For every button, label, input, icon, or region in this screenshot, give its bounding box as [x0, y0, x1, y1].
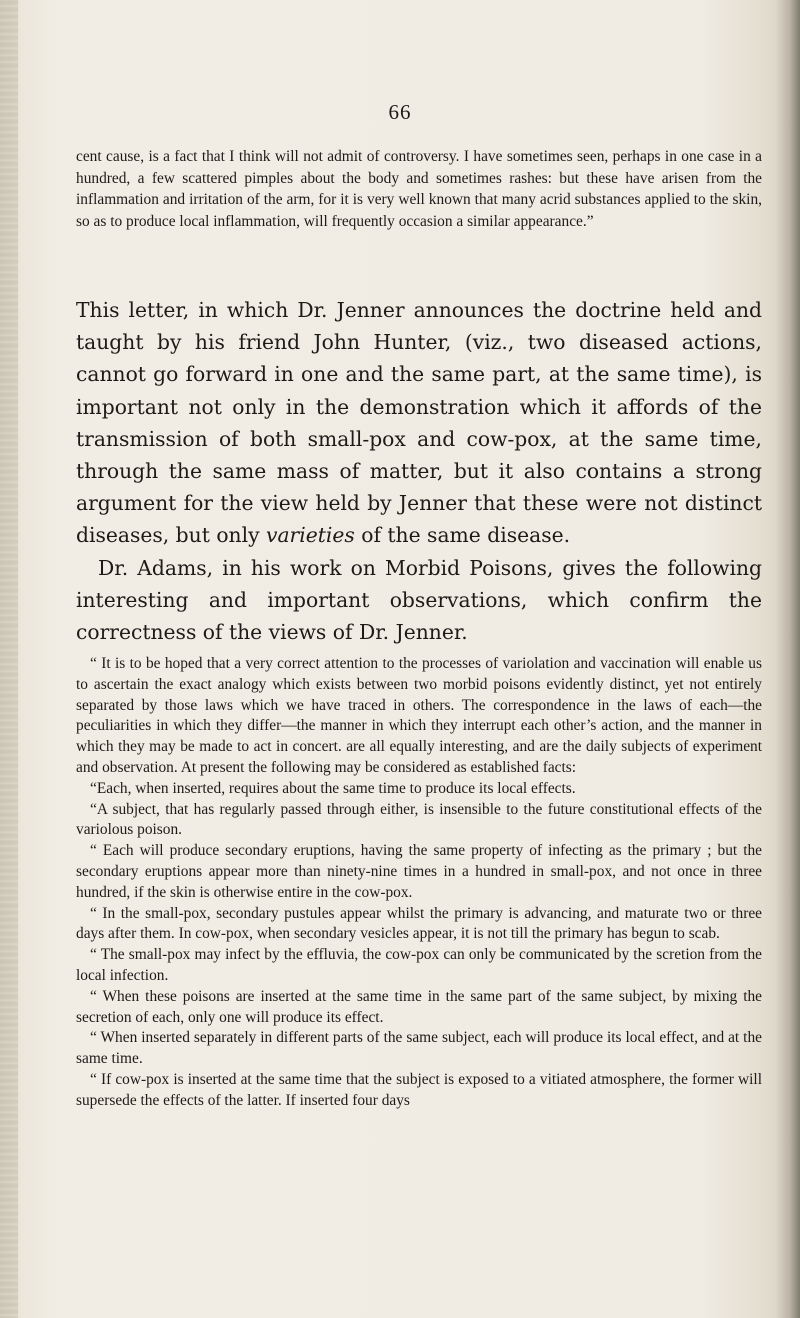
- page-number: 66: [388, 100, 412, 124]
- quote-paragraph: “ The small-pox may infect by the effluvia, the cow-pox can only be communicated by the scretion from the local infection.: [76, 946, 762, 984]
- page-outer-edge: [776, 0, 800, 1318]
- quotation-block: [76, 654, 762, 1112]
- intro-paragraph-block: [76, 146, 762, 232]
- main-paragraph-2: Dr. Adams, in his work on Morbid Poisons, gives the following interesting and important observations, which confirm the correctness of the views of Dr. Jenner.: [76, 555, 762, 645]
- main-text-block: [76, 294, 762, 648]
- main-paragraph-1-text-b: of the same disease.: [354, 523, 571, 548]
- quote-paragraph: “Each, when inserted, requires about the same time to produce its local effects.: [90, 779, 576, 797]
- main-paragraph-1: [76, 294, 762, 552]
- quote-paragraph: “ Each will produce secondary eruptions, having the same property of infecting as the primary ; but the secondary eruptions appear more than ninety-nine times in a hundred in small-pox, and not once in three hundred, if the skin is otherwise entire in the cow-pox.: [76, 842, 762, 901]
- main-paragraph-1-italic: varieties: [266, 523, 355, 548]
- quote-paragraph: “ It is to be hoped that a very correct attention to the processes of variolation and vaccination will enable us to ascertain the exact analogy which exists between two morbid poisons evidently distinct, yet not entirely separated by those laws which we have traced in others. The correspondence in the laws of each—the peculiarities in which they differ—the manner in which they interrupt each other’s action, and the manner in which they may be made to act in concert. are all equally interesting, and are the daily subjects of experiment and observation. At present the following may be considered as established facts:: [76, 655, 762, 776]
- quote-paragraph: “ If cow-pox is inserted at the same time that the subject is exposed to a vitiated atmosphere, the former will supersede the effects of the latter. If inserted four days: [76, 1070, 762, 1109]
- page-binding-edge: [0, 0, 18, 1318]
- quote-paragraph: “ When inserted separately in different parts of the same subject, each will produce its local effect, and at the same time.: [76, 1029, 762, 1068]
- quote-paragraph: “ In the small-pox, secondary pustules appear whilst the primary is advancing, and maturate two or three days after them. In cow-pox, when secondary vesicles appear, it is not till the primary has begun to scab.: [76, 904, 762, 943]
- quote-paragraph: “A subject, that has regularly passed through either, is insensible to the future constitutional effects of the variolous poison.: [76, 800, 762, 839]
- quote-paragraph: “ When these poisons are inserted at the same time in the same part of the same subject, by mixing the secretion of each, only one will produce its effect.: [76, 987, 762, 1026]
- main-paragraph-1-text-a: This letter, in which Dr. Jenner announces the doctrine held and taught by his friend John Hunter, (viz., two diseased actions, cannot go forward in one and the same part, at the same time), is important not only in the demonstration which it affords of the transmission of both small-pox and cow-pox, at the same time, through the same mass of matter, but it also contains a strong argument for the view held by Jenner that these were not distinct diseases, but only: [76, 298, 762, 548]
- intro-paragraph: cent cause, is a fact that I think will not admit of controversy. I have sometimes seen, perhaps in one case in a hundred, a few scattered pimples about the body and sometimes rashes: but these have arisen from the inflammation and irritation of the arm, for it is very well known that many acrid substances applied to the skin, so as to produce local inflammation, will frequently occasion a similar appearance.”: [76, 148, 762, 230]
